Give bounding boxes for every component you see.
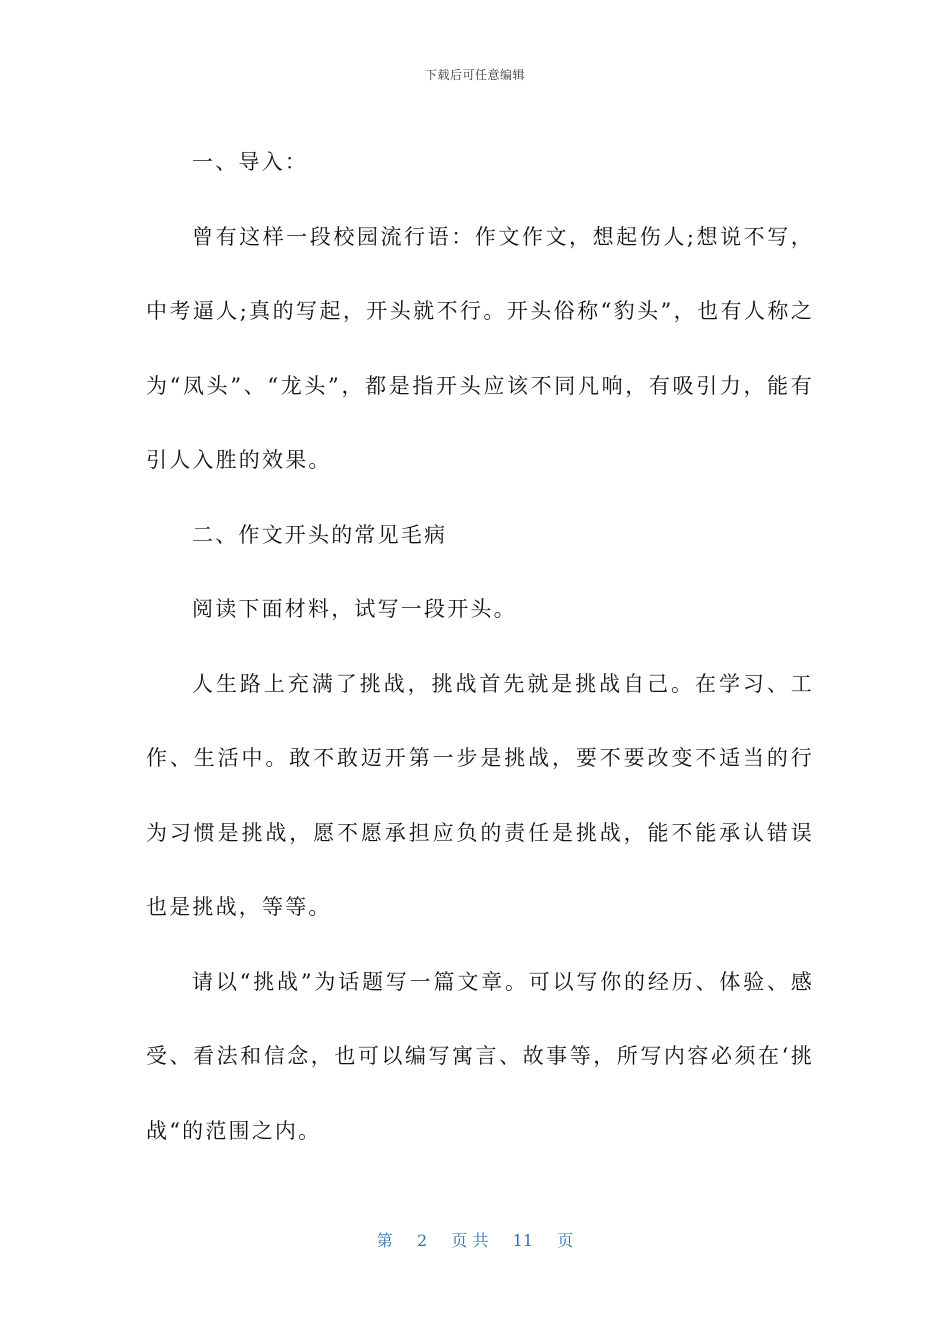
paragraph-intro-heading: 一、导入： <box>192 150 308 174</box>
footer-label-of: 页 共 <box>451 1231 489 1250</box>
footer-current-page: 2 <box>416 1231 428 1250</box>
paragraph-instruction: 阅读下面材料，试写一段开头。 <box>192 597 517 621</box>
footer-label-page: 第 <box>376 1231 393 1250</box>
document-body <box>146 125 814 1168</box>
footer-label-pages: 页 <box>557 1231 574 1250</box>
paragraph-task: 请以“挑战”为话题写一篇文章。可以写你的经历、体验、感受、看法和信念，也可以编写寓言、故事等，所写内容必须在‘挑战“的范围之内。 <box>146 969 814 1143</box>
footer-total-pages: 11 <box>512 1231 533 1250</box>
paragraph-material: 人生路上充满了挑战，挑战首先就是挑战自己。在学习、工作、生活中。敢不敢迈开第一步是挑战，要不要改变不适当的行为习惯是挑战，愿不愿承担应负的责任是挑战，能不能承认错误也是挑战，等等。 <box>146 671 814 919</box>
page-footer <box>0 1228 950 1251</box>
paragraph-section-heading: 二、作文开头的常见毛病 <box>192 522 448 547</box>
header-note: 下载后可任意编辑 <box>424 68 525 82</box>
paragraph-intro-text: 曾有这样一段校园流行语：作文作文，想起伤人;想说不写，中考逼人;真的写起，开头就不行。开头俗称“豹头”，也有人称之为“凤头”、“龙头”，都是指开头应该不同凡响，有吸引力，能有引人入胜的效果。 <box>146 224 814 472</box>
